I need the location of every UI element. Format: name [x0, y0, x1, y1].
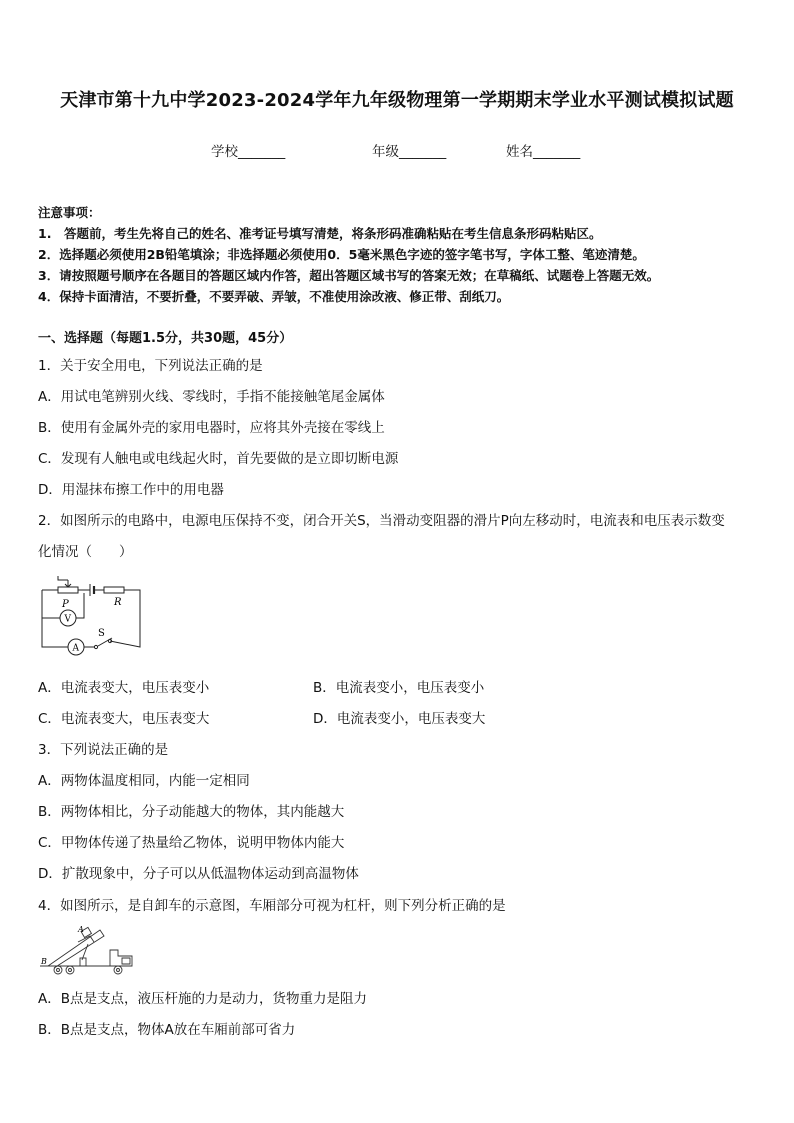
option-b: B．电流表变小，电压表变小: [313, 680, 485, 696]
notice-item: 3．请按照题号顺序在各题目的答题区域内作答，超出答题区域书写的答案无效；在草稿纸、试题卷上答题无效。: [38, 268, 660, 283]
question-stem-continued: 化情况（ ）: [38, 544, 133, 560]
option-d: D．电流表变小，电压表变大: [313, 711, 486, 727]
notice-heading: 注意事项：: [38, 205, 101, 220]
page-title: 天津市第十九中学2023-2024学年九年级物理第一学期期末学业水平测试模拟试题: [60, 90, 734, 111]
switch-label: S: [98, 628, 105, 639]
option-b: B．B点是支点，物体A放在车厢前部可省力: [38, 1022, 296, 1038]
option-c: C．电流表变大，电压表变大: [38, 711, 210, 727]
option-a: A．两物体温度相同，内能一定相同: [38, 773, 250, 789]
option-d: D．用湿抹布擦工作中的用电器: [38, 482, 224, 498]
voltmeter-label: V: [64, 614, 71, 625]
ammeter-label: A: [72, 643, 79, 654]
option-a: A．用试电笔辨别火线、零线时，手指不能接触笔尾金属体: [38, 389, 385, 405]
question-stem: 3．下列说法正确的是: [38, 742, 169, 758]
pivot-label: B: [41, 957, 47, 966]
circuit-diagram: [38, 574, 146, 656]
section-heading: 一、选择题（每题1.5分，共30题，45分）: [38, 331, 293, 346]
resistor-label: R: [114, 597, 122, 608]
option-d: D．扩散现象中，分子可以从低温物体运动到高温物体: [38, 866, 359, 882]
dump-truck-diagram: [38, 922, 138, 978]
option-c: C．甲物体传递了热量给乙物体，说明甲物体内能大: [38, 835, 345, 851]
slider-label: P: [62, 599, 69, 610]
notice-item: 1. 答题前，考生先将自己的姓名、准考证号填写清楚，将条形码准确粘贴在考生信息条形码粘贴区。: [38, 226, 602, 241]
option-b: B．使用有金属外壳的家用电器时，应将其外壳接在零线上: [38, 420, 385, 436]
option-a: A．电流表变大，电压表变小: [38, 680, 210, 696]
grade-field: 年级_______: [372, 144, 447, 160]
option-b: B．两物体相比，分子动能越大的物体，其内能越大: [38, 804, 345, 820]
option-c: C．发现有人触电或电线起火时，首先要做的是立即切断电源: [38, 451, 399, 467]
question-stem: 4．如图所示，是自卸车的示意图，车厢部分可视为杠杆，则下列分析正确的是: [38, 898, 506, 914]
notice-item: 4．保持卡面清洁，不要折叠，不要弄破、弄皱，不准使用涂改液、修正带、刮纸刀。: [38, 289, 510, 304]
school-field: 学校_______: [211, 144, 286, 160]
question-stem: 2．如图所示的电路中，电源电压保持不变，闭合开关S，当滑动变阻器的滑片P向左移动时，电流表和电压表示数变: [38, 513, 725, 529]
cargo-label: A: [78, 925, 84, 934]
notice-item: 2．选择题必须使用2B铅笔填涂；非选择题必须使用0．5毫米黑色字迹的签字笔书写，字体工整、笔迹清楚。: [38, 247, 645, 262]
option-a: A．B点是支点，液压杆施的力是动力，货物重力是阻力: [38, 991, 367, 1007]
question-stem: 1．关于安全用电，下列说法正确的是: [38, 358, 263, 374]
name-field: 姓名_______: [506, 144, 581, 160]
